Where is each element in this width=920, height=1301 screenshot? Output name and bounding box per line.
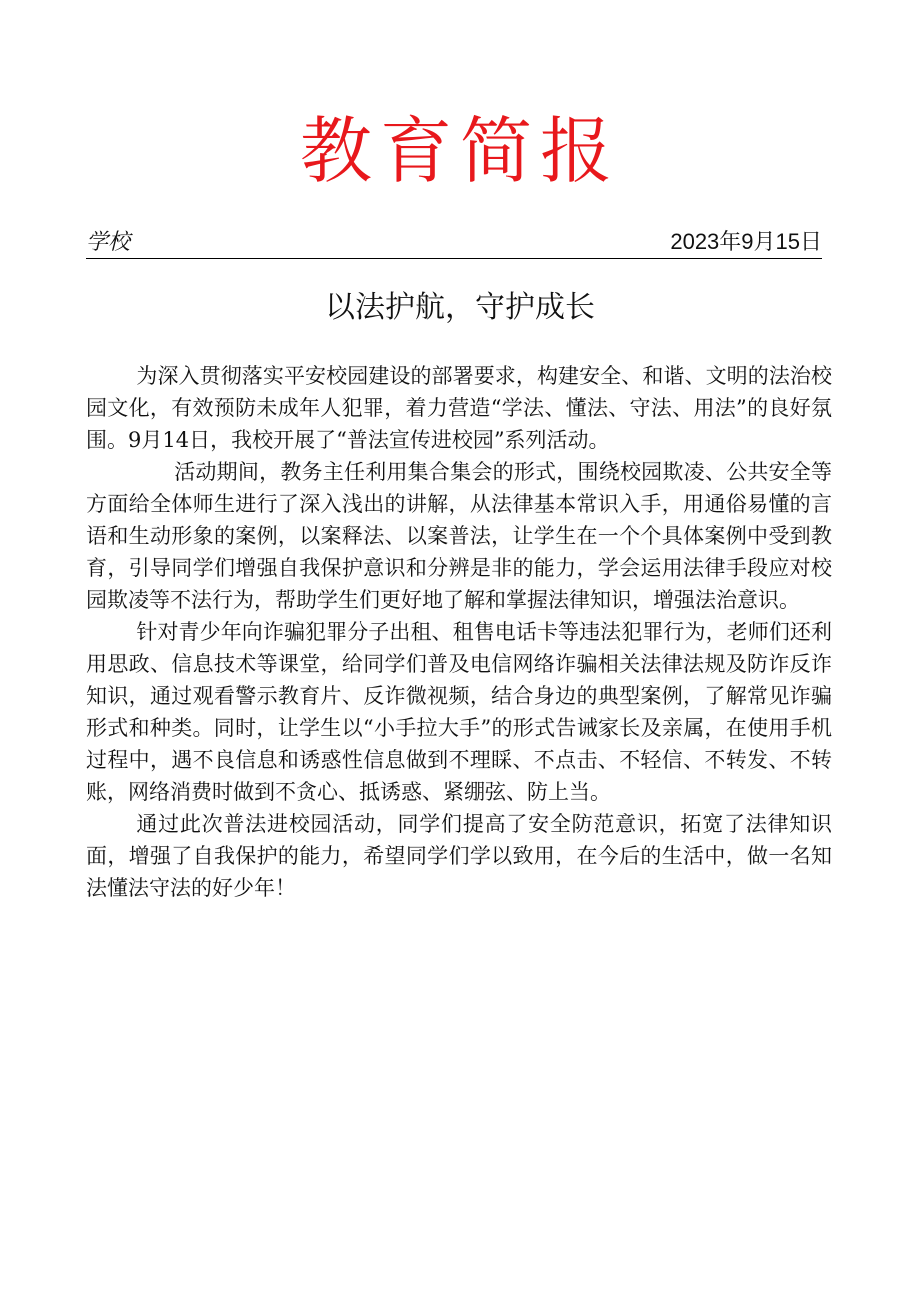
- article-body: [86, 360, 832, 904]
- article-paragraph: 为深入贯彻落实平安校园建设的部署要求，构建安全、和谐、文明的法治校园文化，有效预防未成年人犯罪，着力营造“学法、懂法、守法、用法”的良好氛围。9月14日，我校开展了“普法宣传进校园”系列活动。: [86, 364, 832, 452]
- info-line: [86, 226, 822, 259]
- issue-date: 2023年9月15日: [670, 229, 822, 254]
- article-paragraph: 活动期间，教务主任利用集合集会的形式，围绕校园欺凌、公共安全等方面给全体师生进行了深入浅出的讲解，从法律基本常识入手，用通俗易懂的言语和生动形象的案例，以案释法、以案普法，让学生在一个个具体案例中受到教育，引导同学们增强自我保护意识和分辨是非的能力，学会运用法律手段应对校园欺凌等不法行为，帮助学生们更好地了解和掌握法律知识，增强法治意识。: [86, 460, 832, 612]
- school-label: 学校: [86, 229, 131, 254]
- article-paragraph: 通过此次普法进校园活动，同学们提高了安全防范意识，拓宽了法律知识面，增强了自我保护的能力，希望同学们学以致用，在今后的生活中，做一名知法懂法守法的好少年！: [86, 812, 832, 900]
- masthead-title: 教育简报: [299, 109, 620, 193]
- article-paragraph: 针对青少年向诈骗犯罪分子出租、租售电话卡等违法犯罪行为，老师们还利用思政、信息技术等课堂，给同学们普及电信网络诈骗相关法律法规及防诈反诈知识，通过观看警示教育片、反诈微视频，结合身边的典型案例，了解常见诈骗形式和种类。同时，让学生以“小手拉大手”的形式告诫家长及亲属，在使用手机过程中，遇不良信息和诱惑性信息做到不理睬、不点击、不轻信、不转发、不转账，网络消费时做到不贪心、抵诱惑、紧绷弦、防上当。: [86, 620, 832, 804]
- article-headline: 以法护航，守护成长: [325, 290, 595, 325]
